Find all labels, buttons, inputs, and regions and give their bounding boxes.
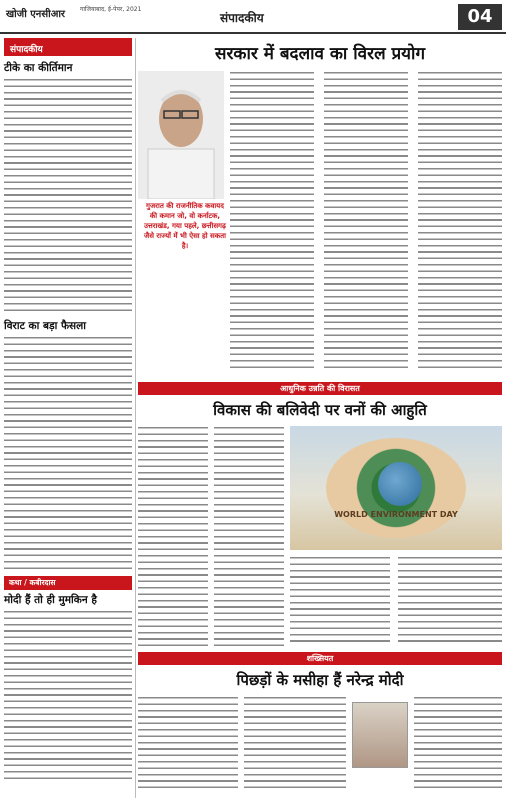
photo-caption: WORLD ENVIRONMENT DAY xyxy=(334,510,458,519)
story2-band: आधुनिक उन्नति की विरासत xyxy=(138,382,502,395)
article-text-block xyxy=(4,610,132,780)
column-divider xyxy=(135,38,136,798)
masthead xyxy=(0,0,506,34)
section-name: संपादकीय xyxy=(220,11,264,25)
page-number: 04 xyxy=(458,4,502,30)
environment-day-photo xyxy=(290,426,502,550)
section-band: संपादकीय xyxy=(4,38,132,56)
lead-headline: सरकार में बदलाव का विरल प्रयोग xyxy=(214,44,426,64)
story2-headline: विकास की बलिवेदी पर वनों की आहुति xyxy=(213,401,427,419)
article-text-block xyxy=(4,336,132,572)
globe-icon xyxy=(378,462,422,506)
katha-label: कथा / कबीरदास xyxy=(4,576,132,590)
dateline: गाजियाबाद, ई-पेपर, 2021 xyxy=(80,6,142,13)
portrait-photo xyxy=(138,71,224,199)
article-text-block xyxy=(4,78,132,314)
headline-virat-decision: विराट का बड़ा फैसला xyxy=(4,320,86,332)
headline-modi: मोदी हैं तो ही मुमकिन है xyxy=(4,594,97,606)
story3-band: शख्सियत xyxy=(138,652,502,665)
newspaper-logo: खोजी एनसीआर xyxy=(6,9,66,20)
main-column xyxy=(138,38,502,689)
modi-photo xyxy=(352,702,408,768)
pull-quote: गुजरात की राजनीतिक कवायद की कमान जो, वो कर्नाटक, उत्तराखंड, गया पहले, छत्तीसगढ़ जैसे राज्यों में भी ऐसा हो सकता है। xyxy=(144,202,226,250)
headline-vaccine-record: टीके का कीर्तिमान xyxy=(4,62,73,74)
left-column xyxy=(4,38,132,796)
story3-headline: पिछड़ों के मसीहा हैं नरेन्द्र मोदी xyxy=(236,671,404,689)
